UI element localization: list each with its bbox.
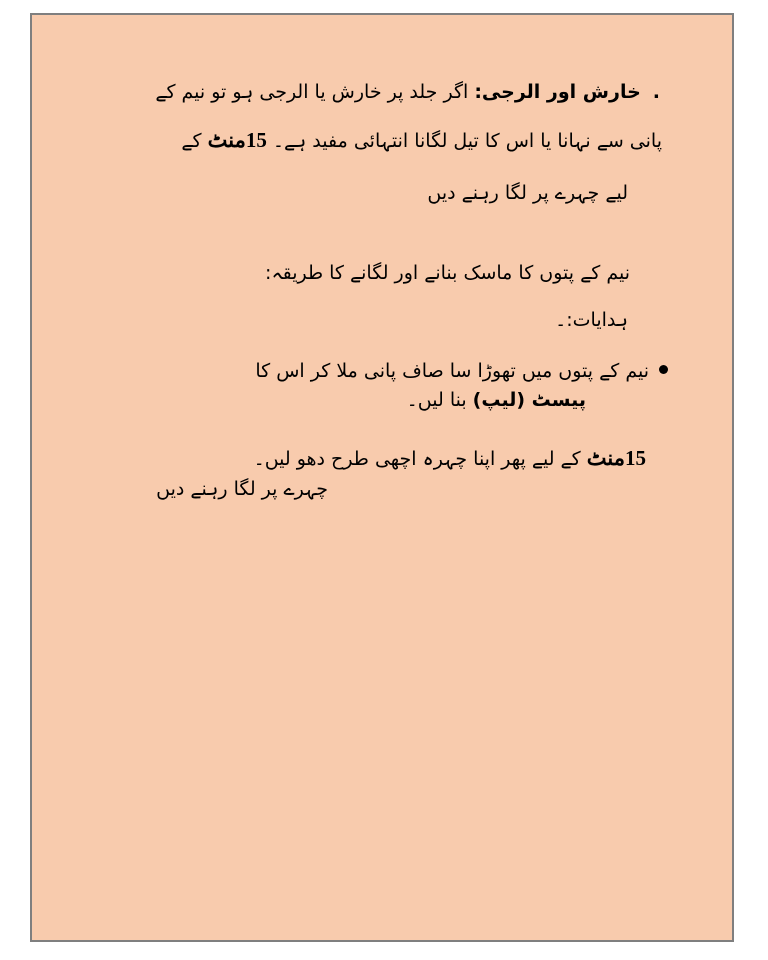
- instructions-label-text: ہدایات:۔: [555, 309, 628, 331]
- item1-line2-end: کے: [181, 130, 208, 152]
- item1-line3: [427, 180, 628, 206]
- page-content: [32, 15, 732, 940]
- bullet-line1-text: نیم کے پتوں میں تھوڑا سا صاف پانی ملا کر اس کا: [255, 360, 649, 382]
- item1-line3-text: لیے چہرے پر لگا رہنے دیں: [427, 182, 628, 204]
- step-line2-text: چہرے پر لگا رہنے دیں: [156, 478, 328, 500]
- item1-line1-rest: اگر جلد پر خارش یا الرجی ہو تو نیم کے: [155, 81, 475, 103]
- bullet-paste: پیسٹ (لیپ): [472, 389, 586, 411]
- step-line1-rest: کے لیے پھر اپنا چہرہ اچھی طرح دھو لیں۔: [253, 448, 587, 470]
- bullet-dot-icon: [659, 365, 668, 374]
- bullet-line2-rest: بنا لیں۔: [406, 389, 473, 411]
- item1-line2-text: پانی سے نہانا یا اس کا تیل لگانا انتہائی مفید ہے۔: [266, 130, 662, 152]
- item1-heading: خارش اور الرجی:: [474, 81, 641, 103]
- instructions-label: [555, 307, 628, 333]
- bullet-line2: [407, 387, 586, 413]
- document-page: [30, 13, 734, 942]
- step-line1: [254, 445, 646, 472]
- item1-line1: [155, 79, 660, 105]
- mask-title-text: نیم کے پتوں کا ماسک بنانے اور لگانے کا طریقہ:: [265, 262, 630, 284]
- step-duration: 15منٹ: [586, 446, 646, 470]
- item1-marker: .: [652, 81, 660, 103]
- bullet-line1: [255, 358, 668, 384]
- mask-title: [265, 260, 630, 286]
- item1-line2: [181, 127, 662, 154]
- item1-duration: 15منٹ: [207, 128, 267, 152]
- step-line2: [156, 476, 328, 502]
